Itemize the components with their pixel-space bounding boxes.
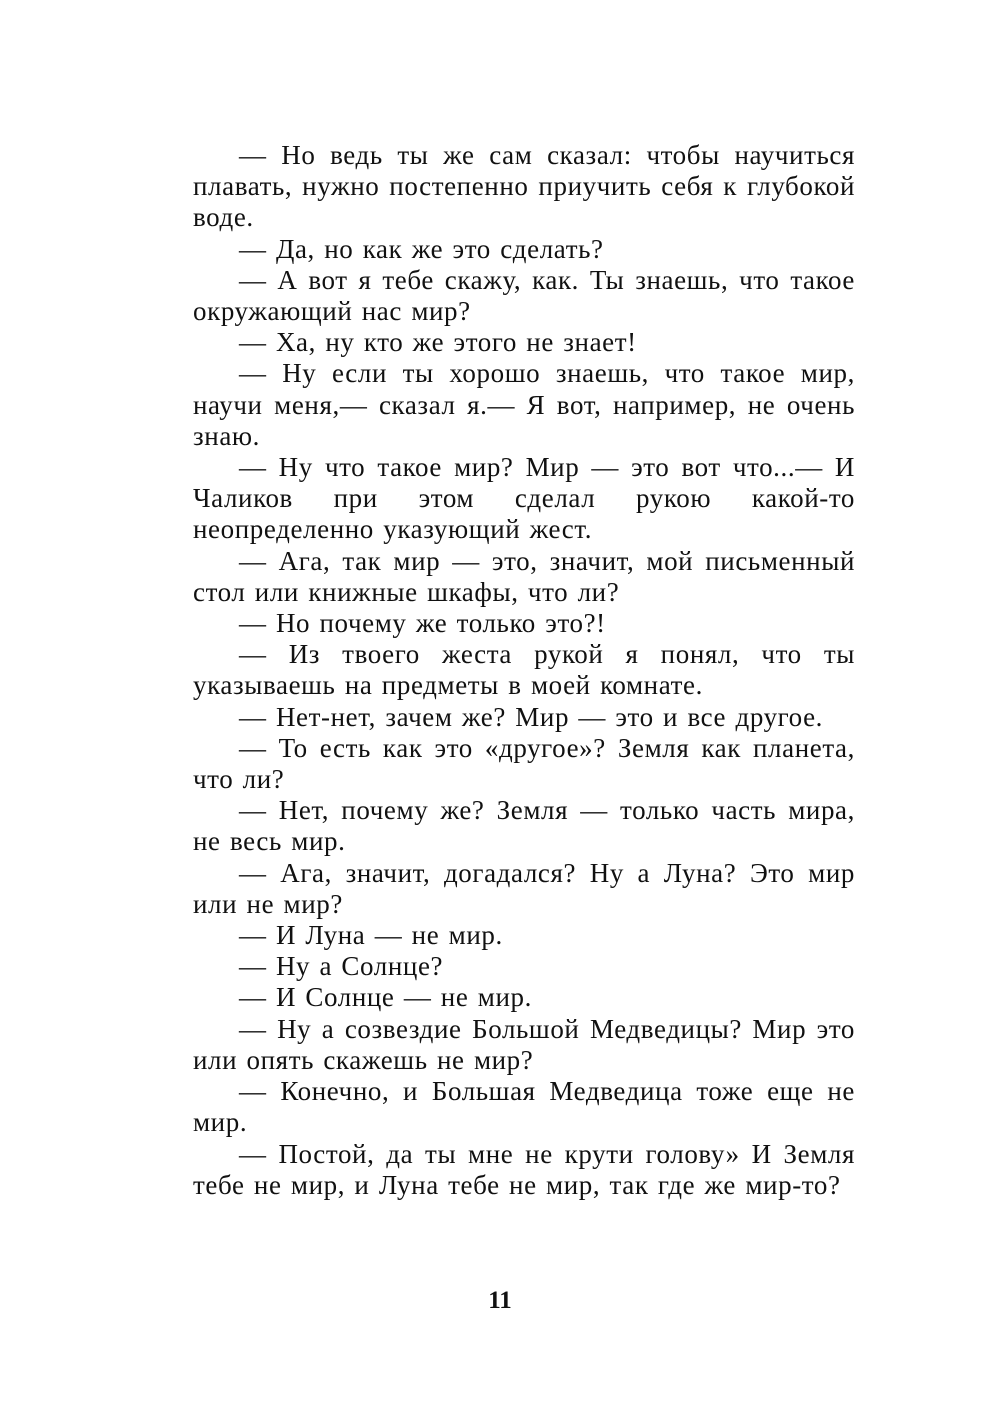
paragraph: — Постой, да ты мне не крути голову» И Земля тебе не мир, и Луна тебе не мир, так где же мир-то? xyxy=(193,1138,855,1200)
paragraph: — И Луна — не мир. xyxy=(239,920,503,951)
paragraph: — Но ведь ты же сам сказал: чтобы научиться плавать, нужно постепенно приучить себя к глубокой воде. xyxy=(193,140,855,233)
paragraph: — Ага, значит, догадался? Ну а Луна? Это мир или не мир? xyxy=(193,857,855,919)
page-number: 11 xyxy=(488,1287,512,1314)
paragraph: — Ну а Солнце? xyxy=(239,951,444,982)
paragraph: — Да, но как же это сделать? xyxy=(239,233,604,264)
paragraph: — И Солнце — не мир. xyxy=(239,982,532,1013)
paragraph: — Ха, ну кто же этого не знает! xyxy=(239,327,637,358)
paragraph: — Из твоего жеста рукой я понял, что ты указываешь на предметы в моей комнате. xyxy=(193,639,855,701)
paragraph: — Ну что такое мир? Мир — это вот что...— И Чаликов при этом сделал рукою какой-то неопределенно указующий жест. xyxy=(193,452,855,545)
page-body xyxy=(193,140,855,1201)
paragraph: — Ну а созвездие Большой Медведицы? Мир это или опять скажешь не мир? xyxy=(193,1013,855,1075)
paragraph: — А вот я тебе скажу, как. Ты знаешь, что такое окружающий нас мир? xyxy=(193,264,855,327)
paragraph: — Ну если ты хорошо знаешь, что такое мир, научи меня,— сказал я.— Я вот, например, не очень знаю. xyxy=(193,358,855,451)
paragraph: — Но почему же только это?! xyxy=(239,608,606,639)
paragraph: — То есть как это «другое»? Земля как планета, что ли? xyxy=(193,732,855,795)
paragraph: — Конечно, и Большая Медведица тоже еще не мир. xyxy=(193,1076,855,1138)
paragraph: — Нет, почему же? Земля — только часть мира, не весь мир. xyxy=(193,795,855,857)
paragraph: — Нет-нет, зачем же? Мир — это и все другое. xyxy=(239,701,824,732)
paragraph: — Ага, так мир — это, значит, мой письменный стол или книжные шкафы, что ли? xyxy=(193,545,855,607)
